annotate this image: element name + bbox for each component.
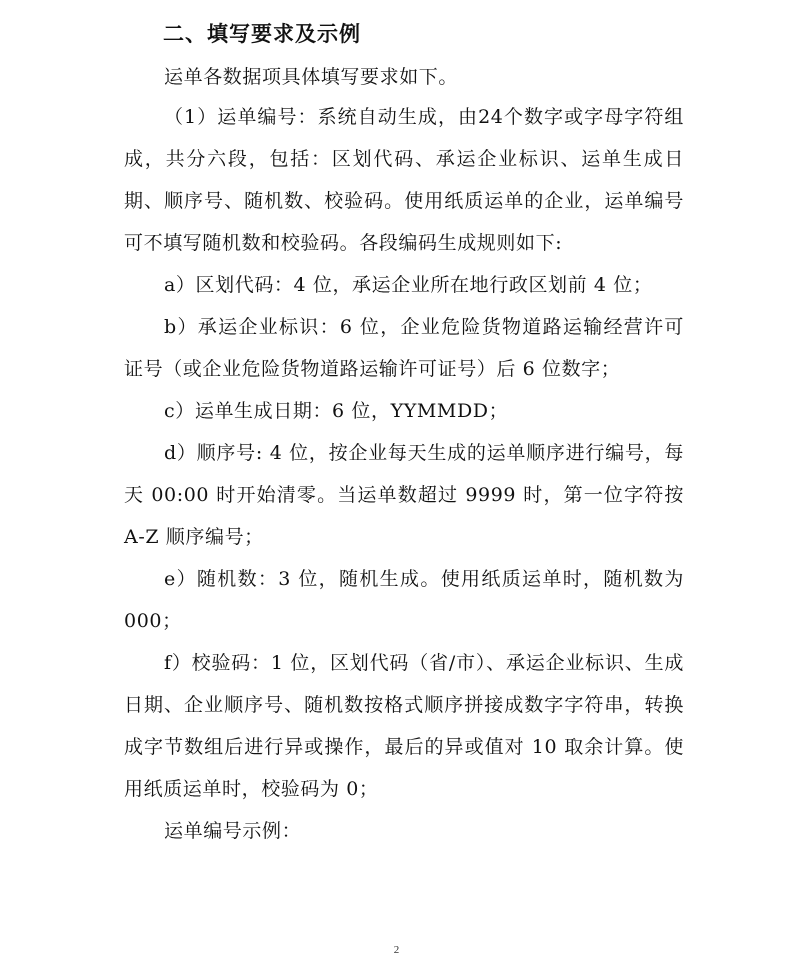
rule-b-paragraph: b）承运企业标识：6 位，企业危险货物道路运输经营许可证号（或企业危险货物道路运输许可证号）后 6 位数字； xyxy=(124,316,684,380)
item-1-paragraph: （1）运单编号：系统自动生成，由24个数字或字母字符组成，共分六段，包括：区划代码、承运企业标识、运单生成日期、顺序号、随机数、校验码。使用纸质运单的企业，运单编号可不填写随机数和校验码。各段编码生成规则如下: xyxy=(124,106,684,254)
section-heading: 二、填写要求及示例 xyxy=(163,22,361,46)
rule-f-paragraph: f）校验码：1 位，区划代码（省/市）、承运企业标识、生成日期、企业顺序号、随机数按格式顺序拼接成数字字符串，转换成字节数组后进行异或操作，最后的异或值对 10 取余计算。使用纸质运单时，校验码为 0； xyxy=(124,652,684,800)
page-number: 2 xyxy=(393,944,400,956)
rule-e-paragraph: e）随机数：3 位，随机生成。使用纸质运单时，随机数为 000； xyxy=(124,568,684,632)
rule-a-paragraph: a）区划代码：4 位，承运企业所在地行政区划前 4 位； xyxy=(164,274,653,296)
intro-paragraph: 运单各数据项具体填写要求如下。 xyxy=(164,66,459,88)
rule-d-paragraph: d）顺序号: 4 位，按企业每天生成的运单顺序进行编号，每天 00:00 时开始清零。当运单数超过 9999 时，第一位字符按 A-Z 顺序编号； xyxy=(124,442,684,548)
rule-c-paragraph: c）运单生成日期：6 位，YYMMDD； xyxy=(164,400,509,422)
example-label: 运单编号示例： xyxy=(164,820,302,842)
